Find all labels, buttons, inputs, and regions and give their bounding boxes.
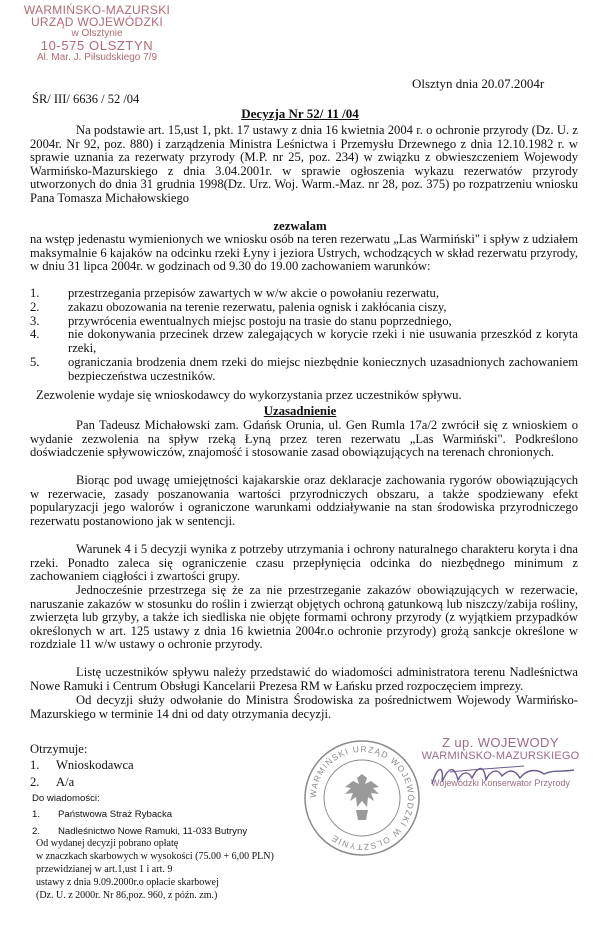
seal-text: WARMIŃSKI URZĄD WOJEWÓDZKI W OLSZTYNIE [307,743,417,853]
fee-note-line: przewidzianej w art.1,ust 1 i art. 9 [36,864,173,875]
condition-item [30,287,578,301]
justification-paragraph-1: Pan Tadeusz Michałowski zam. Gdańsk Orunia, ul. Gen Rumla 17a/2 zwrócił się z wnioskiem o wydanie zezwolenia na spływ rzeką Łyną przez teren rezerwatu „Las Warmiński". Podkreślono doświadczenie spływowiczów, znajomość i stosowanie zasad obowiązujących na terenach chronionych. [30,418,578,460]
signature-stamp-line-3: Wojewódzki Konserwator Przyrody [431,778,570,788]
justification-paragraph-4: Jednocześnie przestrzega się że za nie przestrzeganie zakazów obowiązujących w rezerwacie, naruszanie zakazów w stosunku do roślin i zwierząt objętych ochroną gatunkową lub niszczy/zabija rośliny, zwierzęta lub grzyby, a także ich siedliska nie objęte formami ochrony przyrody (z wyjątkiem przypadków określonych w art. 125 ustawy z dnia 16 kwietnia 2004r.o ochronie przyrody) grożą sankcje określone w rozdziale 11 w/w ustawy o ochronie przyrody. [30,583,578,652]
condition-text: przestrzegania przepisów zawartych w w/w akcie o powołaniu rezerwatu, [68,286,439,300]
official-seal-icon [302,738,422,858]
permit-heading: zezwalam [273,219,327,233]
condition-text: przywrócenia ewentualnych miejsc postoju na trasie do stanu poprzedniego, [68,313,452,328]
condition-item [30,356,578,384]
handwritten-signature-icon [428,758,578,794]
condition-text: zakazu obozowania na terenie rezerwatu, palenia ognisk i zakłócania ciszy, [68,299,447,314]
info-text: Nadleśnictwo Nowe Ramuki, 11-033 Butryny [58,826,248,837]
recipients-list [30,757,134,791]
justification-paragraph-5: Listę uczestników spływu należy przedstawić do wiadomości administratora terenu Nadleśnictwa Nowe Ramuki i Centrum Obsługi Kancelarii Prezesa RM w Łańsku przed rozpoczęciem imprezy. [30,665,578,693]
condition-text: nie dokonywania przecinek drzew zalegających w korycie rzeki i nie usuwania przeszkód z koryta rzeki, [68,327,578,356]
condition-number: 5. [30,354,40,369]
condition-item [30,315,578,329]
info-number: 1. [32,809,41,820]
condition-number: 4. [30,327,40,342]
recipient-text: A/a [56,775,75,789]
fee-note-line: (Dz. U. z 2000r. Nr 86,poz. 960, z późn. zm.) [36,890,218,901]
recipient-number: 1. [30,758,40,772]
justification-heading: Uzasadnienie [263,404,337,418]
stamp-line-3: w Olsztynie [71,28,123,39]
reference-number: ŚR/ III/ 6636 / 52 /04 [32,92,140,106]
recipient-text: Wnioskodawca [56,758,134,772]
signature-stamp-line-1: Z up. WOJEWODY [442,735,559,750]
decision-title: Decyzja Nr 52/ 11 /04 [241,106,359,121]
info-number: 2. [32,826,41,837]
office-stamp [7,4,187,64]
recipient-item [30,757,134,774]
basis-paragraph: Na podstawie art. 15,ust 1, pkt. 17 ustawy z dnia 16 kwietnia 2004 r. o ochronie przyrody (Dz. U. z 2004r. Nr 92, poz. 880) i zarządzenia Ministra Leśnictwa i Przemysłu Drzewnego z dnia 12.10.1982 r. w sprawie uznania za rezerwaty przyrody (M.P. nr 25, poz. 234) w związku z obwieszczeniem Wojewody Warmińsko-Mazurskiego z dnia 3.04.2001r. w sprawie ogłoszenia wykazu rezerwatów przyrody utworzonych do dnia 31 grudnia 1998(Dz. Urz. Woj. Warm.-Maz. nr 28, poz. 375) po rozpatrzeniu wniosku Pana Tomasza Michałowskiego [30,123,578,205]
info-text: Państwowa Straż Rybacka [58,809,173,820]
fee-note-line: w znaczkach skarbowych w wysokości (75.00 + 6,00 PLN) [36,851,274,862]
condition-number: 3. [30,313,40,328]
condition-text: ograniczania brodzenia dnem rzeki do miejsc niezbędnie koniecznych uzasadnionych zachowaniem bezpieczeństwa uczestników. [68,354,578,383]
condition-item [30,301,578,315]
place-date: Olsztyn dnia 20.07.2004r [412,76,545,91]
conditions-list [30,287,578,384]
info-item [32,806,247,823]
fee-note-line: ustawy z dnia 9.09.2000r.o opłacie skarbowej [36,877,219,888]
stamp-line-2: URZĄD WOJEWÓDZKI [30,15,164,29]
permit-paragraph: na wstęp jedenastu wymienionych we wniosku osób na teren rezerwatu „Las Warmiński" i spływ z udziałem maksymalnie 6 kajaków na odcinku rzeki Łyny i jeziora Ustrych, wchodzących w skład rezerwatu przyrody, w dniu 31 lipca 2004r. w godzinach od 9.30 do 19.00 zachowaniem warunków: [30,232,578,274]
recipient-item [30,774,134,791]
justification-paragraph-2: Biorąc pod uwagę umiejętności kajakarskie oraz deklaracje zachowania rygorów obowiązujących w rezerwacie, zasady poszanowania wartości przyrodniczych obszaru, a także spodziewany efekt popularyzacji jego walorów i ograniczone warunkami oddziaływanie na stan środowiska przyrodniczego rezerwatu postanowiono jak w sentencji. [30,473,578,528]
stamp-line-4: 10-575 OLSZTYN [40,38,154,53]
signature-stamp-line-2: WARMIŃSKO-MAZURSKIEGO [421,750,580,762]
stamp-line-1: WARMIŃSKO-MAZURSKI [23,3,171,17]
stamp-line-5: Al. Mar. J. Piłsudskiego 7/9 [36,52,158,63]
fee-note [36,837,274,902]
justification-paragraph-6: Od decyzji służy odwołanie do Ministra Środowiska za pośrednictwem Wojewody Warmińsko-Mazurskiego w terminie 14 dni od daty otrzymania decyzji. [30,693,578,721]
fee-note-line: Od wydanej decyzji pobrano opłatę [36,838,179,849]
info-label: Do wiadomości: [32,793,100,804]
info-list [32,806,247,840]
condition-number: 1. [30,286,40,300]
permit-note: Zezwolenie wydaje się wnioskodawcy do wykorzystania przez uczestników spływu. [36,388,462,402]
recipients-label: Otrzymuje: [30,742,88,756]
condition-item [30,328,578,356]
condition-number: 2. [30,299,40,314]
justification-paragraph-3: Warunek 4 i 5 decyzji wynika z potrzeby utrzymania i ochrony naturalnego charakteru koryta i dna rzeki. Ponadto zaleca się ograniczenie czasu przepłynięcia odcinka do niezbędnego minimum z zachowaniem ciągłości i zwartości grupy. [30,542,578,584]
recipient-number: 2. [30,775,40,789]
